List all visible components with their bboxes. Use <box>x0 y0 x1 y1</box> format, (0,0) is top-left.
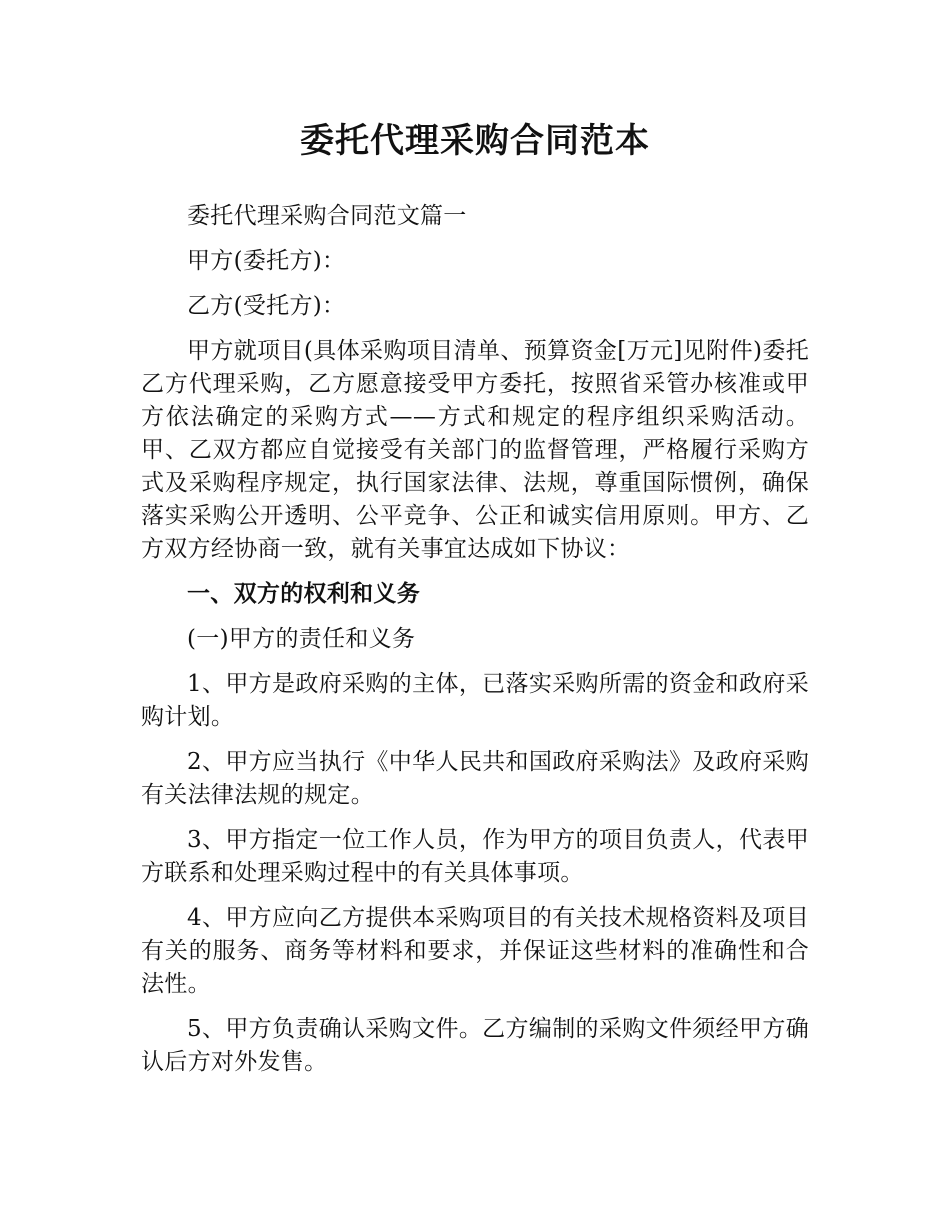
paragraph: 甲方(委托方)： <box>187 248 346 274</box>
paragraph: 4、甲方应向乙方提供本采购项目的有关技术规格资料及项目有关的服务、商务等材料和要求，并保证这些材料的准确性和合法性。 <box>141 905 809 997</box>
paragraph: 2、甲方应当执行《中华人民共和国政府采购法》及政府采购有关法律法规的规定。 <box>141 749 809 808</box>
paragraph: (一)甲方的责任和义务 <box>187 626 416 652</box>
section-heading: 一、双方的权利和义务 <box>187 581 420 607</box>
paragraph: 1、甲方是政府采购的主体，已落实采购所需的资金和政府采购计划。 <box>141 671 809 730</box>
paragraph: 5、甲方负责确认采购文件。乙方编制的采购文件须经甲方确认后方对外发售。 <box>141 1016 809 1075</box>
paragraph: 乙方(受托方)： <box>187 293 346 319</box>
document-body <box>141 200 809 1091</box>
document-title: 委托代理采购合同范本 <box>300 121 650 161</box>
paragraph: 委托代理采购合同范文篇一 <box>187 203 467 229</box>
paragraph: 3、甲方指定一位工作人员，作为甲方的项目负责人，代表甲方联系和处理采购过程中的有关具体事项。 <box>141 827 809 886</box>
paragraph: 甲方就项目(具体采购项目清单、预算资金[万元]见附件)委托乙方代理采购，乙方愿意接受甲方委托，按照省采管办核准或甲方依法确定的采购方式——方式和规定的程序组织采购活动。甲、乙双方都应自觉接受有关部门的监督管理，严格履行采购方式及采购程序规定，执行国家法律、法规，尊重国际惯例，确保落实采购公开透明、公平竞争、公正和诚实信用原则。甲方、乙方双方经协商一致，就有关事宜达成如下协议： <box>141 338 809 562</box>
